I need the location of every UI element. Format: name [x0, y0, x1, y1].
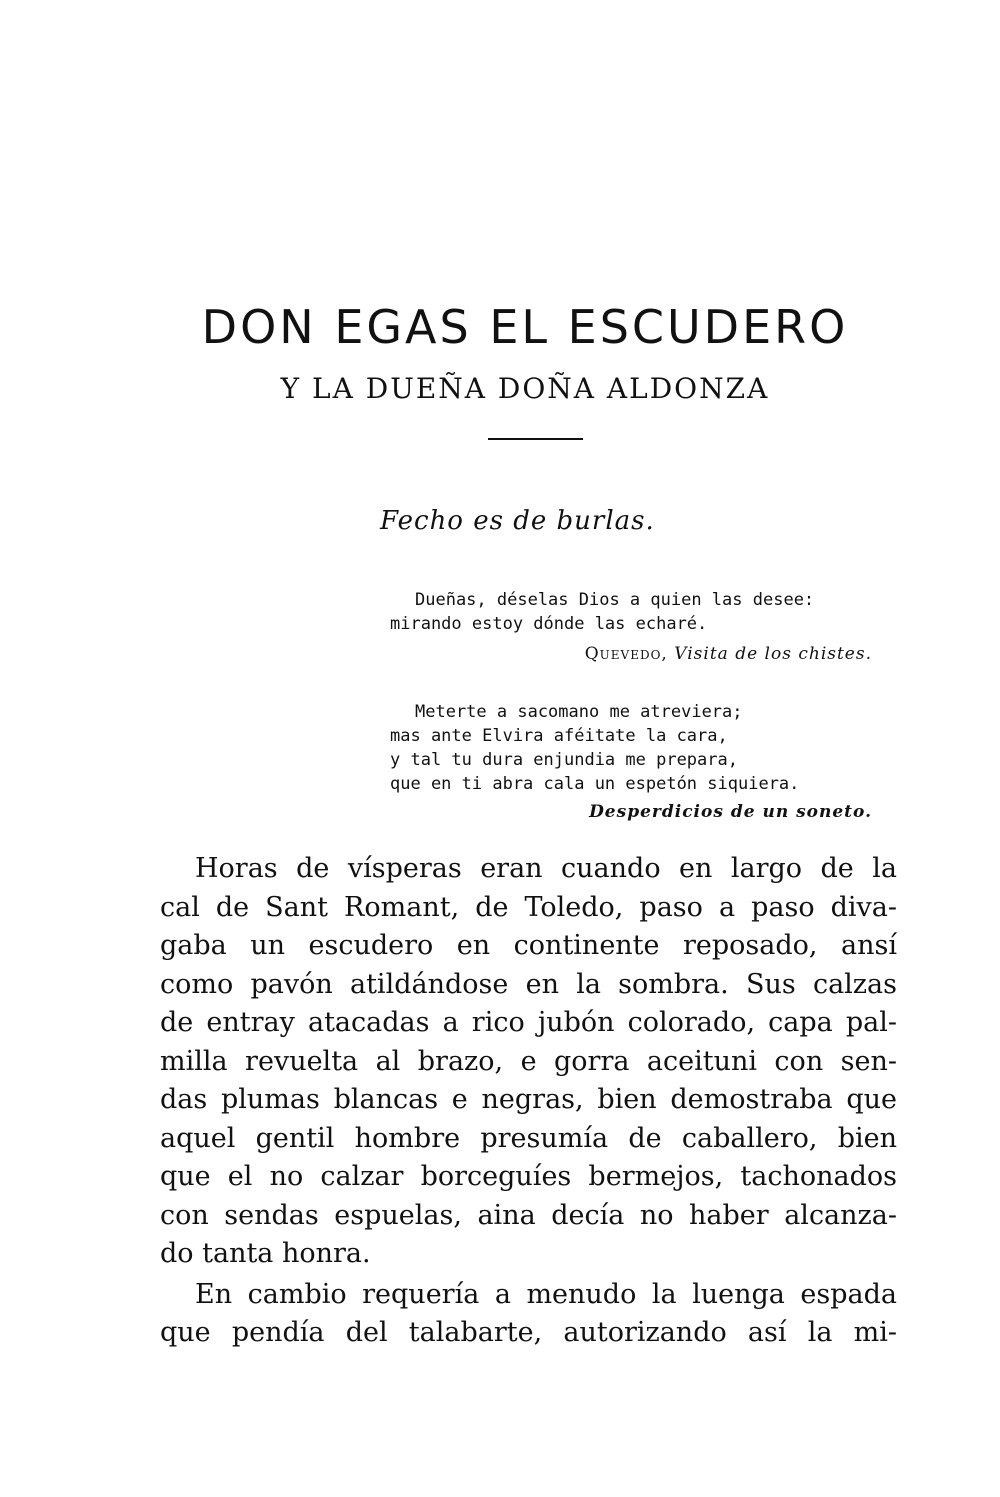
epigraph-line: Meterte a sacomano me atreviera; [415, 702, 743, 722]
text-line: que pendía del talabarte, autorizando así la mi- [160, 1317, 897, 1348]
epigraph-quevedo [390, 588, 900, 666]
text-line: Horas de vísperas eran cuando en largo de la [195, 853, 897, 884]
text-line: aquel gentil hombre presumía de caballero, bien [160, 1122, 897, 1154]
epigraph-soneto [390, 700, 900, 824]
paragraph-2 [160, 1276, 897, 1353]
epigraph-attribution [390, 642, 900, 666]
epigraph-work: Visita de los chistes. [674, 644, 872, 664]
title-divider [488, 438, 583, 440]
text-line: do tanta honra. [160, 1238, 371, 1269]
text-line: cal de Sant Romant, de Toledo, paso a paso diva- [160, 891, 897, 923]
text-line: con sendas espuelas, aina decía no haber alcanza- [160, 1199, 897, 1231]
epigraph-line: que en ti abra cala un espetón siquiera. [390, 774, 800, 794]
epigraph-attribution: Desperdicios de un soneto. [589, 802, 872, 822]
text-line: como pavón atildándose en la sombra. Sus calzas [160, 968, 897, 1000]
text-line: milla revuelta al brazo, e gorra aceituni con sen- [160, 1045, 897, 1077]
epigraph-line: y tal tu dura enjundia me prepara, [390, 750, 738, 770]
text-line: das plumas blancas e negras, bien demostraba que [160, 1084, 897, 1115]
epigraph-line: Dueñas, déselas Dios a quien las desee: [415, 590, 815, 610]
text-line: que el no calzar borceguíes bermejos, tachonados [160, 1161, 897, 1192]
text-line: gaba un escudero en continente reposado, ansí [160, 930, 897, 961]
chapter-title: DON EGAS EL ESCUDERO [201, 300, 849, 354]
epigraph-author: Quevedo, [584, 644, 668, 664]
epigraph-line: mas ante Elvira aféitate la cara, [390, 726, 728, 746]
body-text [160, 850, 897, 1353]
text-line: En cambio requería a menudo la luenga espada [195, 1278, 897, 1310]
text-line: de entray atacadas a rico jubón colorado, capa pal- [160, 1007, 897, 1038]
chapter-motto: Fecho es de burlas. [380, 506, 655, 536]
epigraph-line: mirando estoy dónde las echaré. [390, 614, 708, 634]
chapter-subtitle: Y LA DUEÑA DOÑA ALDONZA [280, 372, 770, 405]
paragraph-1 [160, 850, 897, 1274]
